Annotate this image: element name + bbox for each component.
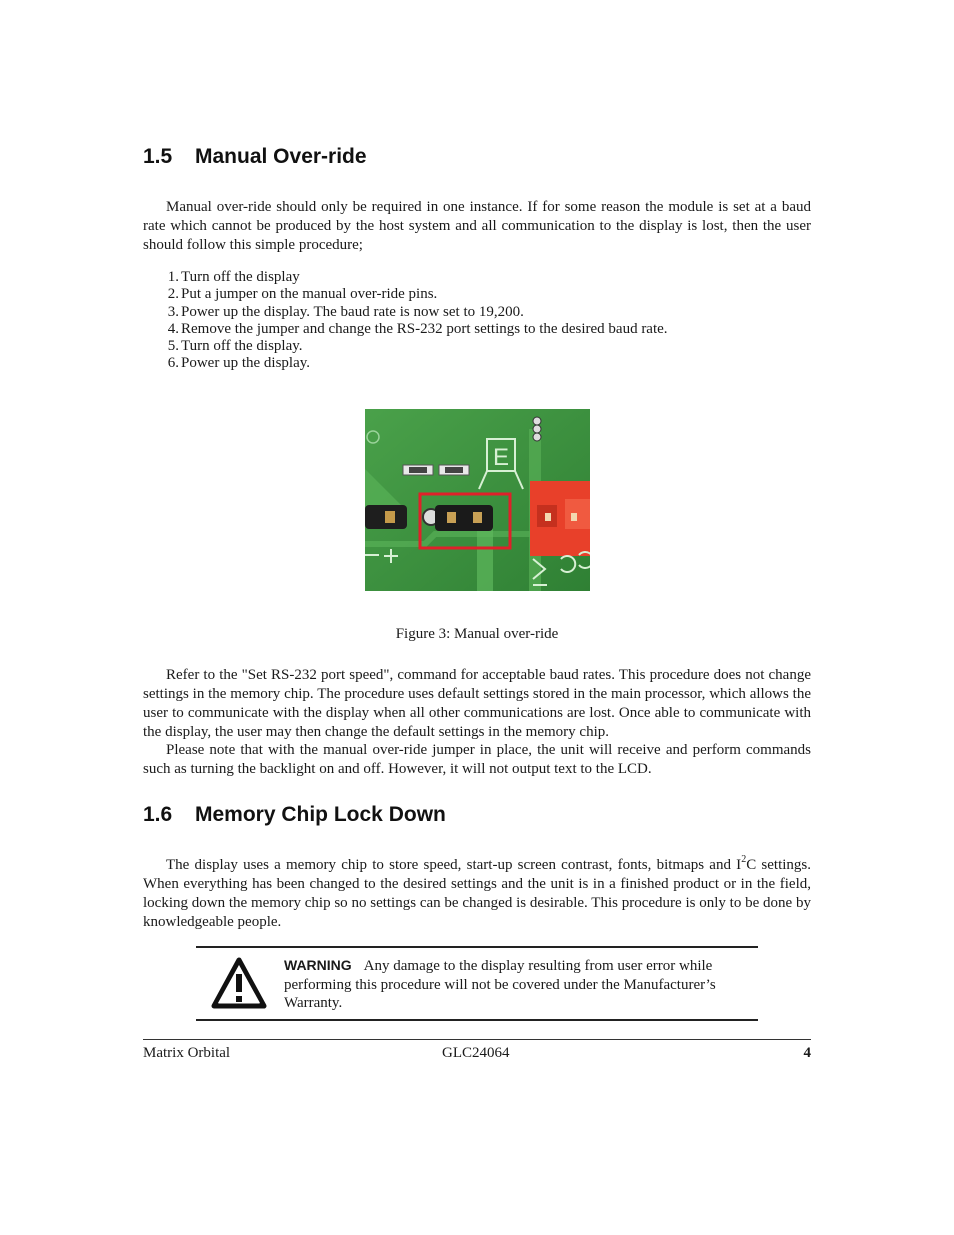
list-item: 2. Put a jumper on the manual over-ride pins. <box>167 286 438 303</box>
paragraph-memory-chip: The display uses a memory chip to store speed, start-up screen contrast, fonts, bitmaps and $I^2C$ settings. When everything has been changed to the desired settings and the unit is in a finished product or in the field, locking down the memory chip so no settings can be changed is desirable. This procedure is only to be done by knowledgeable people. <box>143 854 811 930</box>
list-item: 5. Turn off the display. <box>167 338 303 355</box>
manual-override-figure <box>365 409 590 591</box>
footer-center: GLC24064 <box>442 1045 510 1061</box>
warning-box <box>196 946 758 1021</box>
warning-message: Any damage to the display resulting from user error while performing this procedure will not be covered under the Manufacturer’s Warranty. <box>284 958 716 1011</box>
intro-paragraph: Manual over-ride should only be required in one instance. If for some reason the module is set at a baud rate which cannot be produced by the host system and all communication to the display is lost, then the user should follow this simple procedure; <box>143 199 811 253</box>
page-number: 4 <box>803 1045 811 1061</box>
list-item: 6. Power up the display. <box>167 355 311 372</box>
list-item: 1. Turn off the display <box>167 269 300 285</box>
list-item: 4. Remove the jumper and change the RS-232 port settings to the desired baud rate. <box>167 320 668 337</box>
section-heading-1-5 <box>143 145 367 169</box>
section-heading-1-6 <box>143 803 446 827</box>
figure-caption: Figure 3: Manual over-ride <box>395 626 559 642</box>
section-title: Manual Over-ride <box>195 145 367 168</box>
board-label-e: E <box>492 444 510 471</box>
footer-divider <box>143 1039 811 1040</box>
warning-triangle-icon <box>210 956 268 1012</box>
pcb-photo <box>365 409 590 591</box>
paragraph-baud-rates: Refer to the "Set RS-232 port speed", command for acceptable baud rates. This procedure does not change settings in the memory chip. The procedure uses default settings stored in the main processor, which allows the user to communicate with the display when all other communications are lost. Once able to communicate with the display, the user may then change the default settings in the memory chip. <box>143 667 811 740</box>
section-title: Memory Chip Lock Down <box>195 803 446 826</box>
section-number: 1.5 <box>143 145 173 168</box>
footer-left: Matrix Orbital <box>143 1045 231 1061</box>
warning-text-block <box>284 956 754 1013</box>
procedure-steps <box>143 269 803 373</box>
list-item: 3. Power up the display. The baud rate is now set to 19,200. <box>167 303 524 320</box>
section-number: 1.6 <box>143 803 173 826</box>
warning-label: WARNING <box>284 957 352 973</box>
paragraph-override-note: Please note that with the manual over-ride jumper in place, the unit will receive and perform commands such as turning the backlight on and off. However, it will not output text to the LCD. <box>143 742 811 777</box>
